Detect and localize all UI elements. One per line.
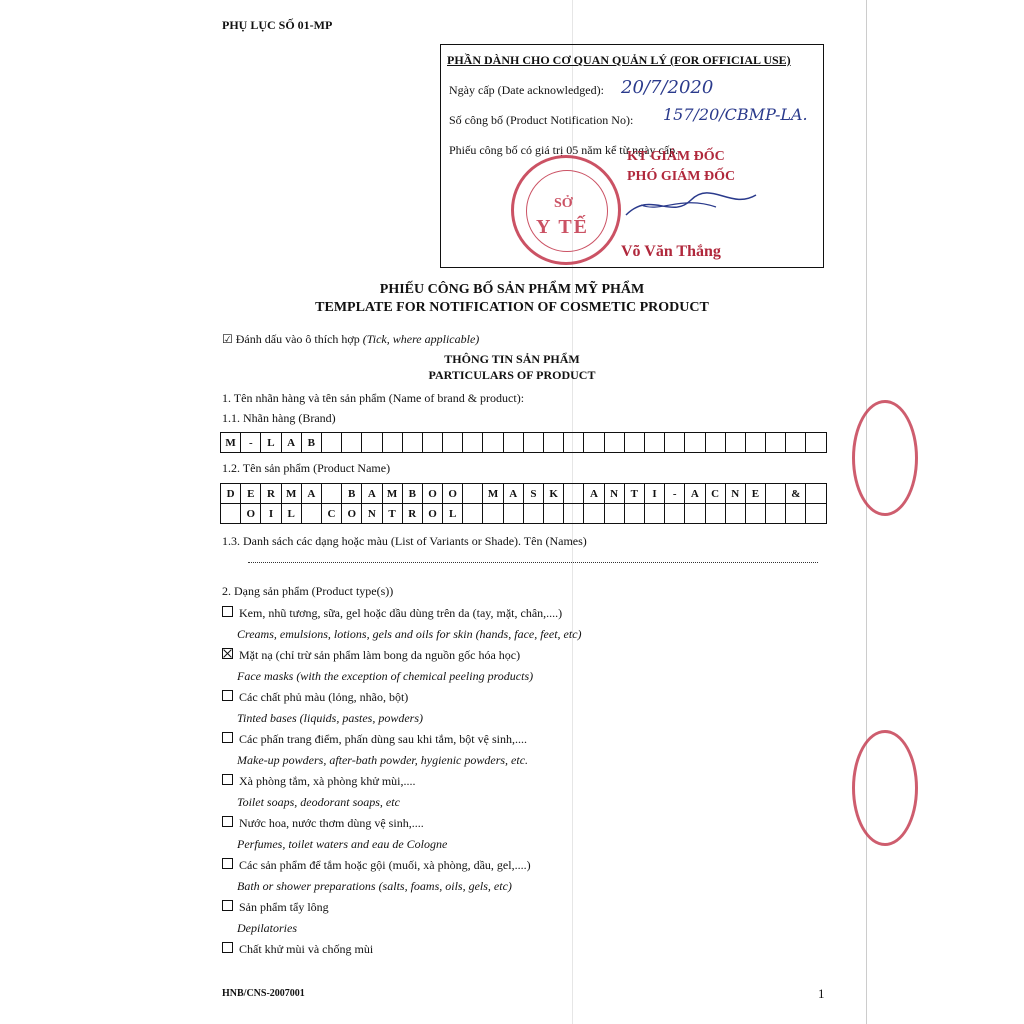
grid-cell: I: [645, 484, 665, 504]
grid-cell: [726, 504, 746, 524]
grid-cell: [362, 433, 382, 453]
grid-cell: A: [504, 484, 524, 504]
checkbox-icon[interactable]: [222, 732, 233, 743]
grid-cell: [463, 504, 483, 524]
grid-cell: [524, 504, 544, 524]
grid-cell: -: [241, 433, 261, 453]
grid-cell: N: [605, 484, 625, 504]
grid-cell: [564, 433, 584, 453]
grid-cell: [806, 433, 826, 453]
grid-cell: [605, 504, 625, 524]
grid-cell: [625, 504, 645, 524]
form-reference: PHỤ LỤC SỐ 01-MP: [222, 18, 333, 32]
grid-cell: O: [241, 504, 261, 524]
grid-cell: [706, 504, 726, 524]
grid-cell: O: [443, 484, 463, 504]
product-type-option[interactable]: [222, 732, 527, 747]
grid-cell: C: [706, 484, 726, 504]
checkbox-icon[interactable]: [222, 942, 233, 953]
grid-cell: [786, 433, 806, 453]
item-1-1: 1.1. Nhãn hàng (Brand): [222, 411, 336, 425]
title-vi: PHIẾU CÔNG BỐ SẢN PHẨM MỸ PHẨM: [379, 282, 645, 297]
product-grid-row-2: [220, 504, 827, 524]
grid-cell: [322, 433, 342, 453]
grid-cell: I: [261, 504, 281, 524]
grid-cell: [383, 433, 403, 453]
item-2: 2. Dạng sản phẩm (Product type(s)): [222, 584, 394, 598]
grid-cell: B: [403, 484, 423, 504]
tick-note: [222, 332, 479, 347]
grid-cell: [726, 433, 746, 453]
item-1: 1. Tên nhãn hàng và tên sản phẩm (Name of brand & product):: [222, 391, 525, 405]
grid-cell: N: [726, 484, 746, 504]
grid-cell: [443, 433, 463, 453]
grid-cell: A: [302, 484, 322, 504]
product-type-option[interactable]: [222, 858, 531, 873]
grid-cell: B: [342, 484, 362, 504]
grid-cell: E: [241, 484, 261, 504]
number-label: Số công bố (Product Notification No):: [449, 113, 634, 127]
sign-title-1: KT GIÁM ĐỐC: [627, 149, 725, 164]
product-type-en: Make-up powders, after-bath powder, hygienic powders, etc.: [237, 753, 529, 767]
grid-cell: [806, 504, 826, 524]
grid-cell: C: [322, 504, 342, 524]
grid-cell: A: [362, 484, 382, 504]
grid-cell: [665, 433, 685, 453]
checkbox-icon: ☑: [222, 332, 233, 346]
grid-cell: [342, 433, 362, 453]
grid-cell: [463, 484, 483, 504]
tick-note-vi: Đánh dấu vào ô thích hợp: [235, 332, 360, 346]
product-type-vi: Xà phòng tắm, xà phòng khử mùi,....: [239, 774, 416, 788]
grid-cell: M: [221, 433, 241, 453]
grid-cell: K: [544, 484, 564, 504]
variants-dotted-line: [248, 562, 818, 563]
item-1-2: 1.2. Tên sản phẩm (Product Name): [222, 461, 391, 475]
grid-cell: [625, 433, 645, 453]
grid-cell: E: [746, 484, 766, 504]
grid-cell: M: [383, 484, 403, 504]
grid-cell: R: [261, 484, 281, 504]
grid-cell: A: [685, 484, 705, 504]
grid-cell: [524, 433, 544, 453]
product-type-vi: Các phấn trang điểm, phấn dùng sau khi tắm, bột vệ sinh,....: [239, 732, 527, 746]
grid-cell: [302, 504, 322, 524]
product-type-option[interactable]: [222, 774, 415, 789]
grid-cell: S: [524, 484, 544, 504]
checkbox-icon[interactable]: [222, 606, 233, 617]
stamp-so: SỞ: [554, 196, 573, 211]
date-label: Ngày cấp (Date acknowledged):: [449, 83, 604, 97]
title-en: TEMPLATE FOR NOTIFICATION OF COSMETIC PRODUCT: [315, 300, 709, 315]
grid-cell: [605, 433, 625, 453]
grid-cell: T: [383, 504, 403, 524]
grid-cell: [766, 504, 786, 524]
grid-cell: [483, 504, 503, 524]
grid-cell: O: [423, 504, 443, 524]
checkbox-icon[interactable]: [222, 816, 233, 827]
grid-cell: [786, 504, 806, 524]
grid-cell: [706, 433, 726, 453]
grid-cell: [221, 504, 241, 524]
grid-cell: [584, 504, 604, 524]
product-type-vi: Nước hoa, nước thơm dùng vệ sinh,....: [239, 816, 424, 830]
checkbox-icon[interactable]: [222, 858, 233, 869]
footer-code: HNB/CNS-2007001: [222, 988, 305, 999]
grid-cell: [544, 504, 564, 524]
product-type-vi: Kem, nhũ tương, sữa, gel hoặc dầu dùng trên da (tay, mặt, chân,....): [239, 606, 563, 620]
grid-cell: [766, 433, 786, 453]
product-type-en: Toilet soaps, deodorant soaps, etc: [237, 795, 400, 809]
product-type-en: Creams, emulsions, lotions, gels and oils for skin (hands, face, feet, etc): [237, 627, 582, 641]
product-type-option[interactable]: [222, 690, 408, 705]
grid-cell: [746, 433, 766, 453]
sign-title-2: PHÓ GIÁM ĐỐC: [627, 169, 736, 184]
grid-cell: T: [625, 484, 645, 504]
product-type-option[interactable]: [222, 900, 329, 915]
grid-cell: [423, 433, 443, 453]
product-grid-row-1: [220, 483, 827, 504]
grid-cell: [645, 504, 665, 524]
grid-cell: [403, 433, 423, 453]
grid-cell: B: [302, 433, 322, 453]
section-title-vi: THÔNG TIN SẢN PHẨM: [444, 352, 580, 366]
official-use-box: [440, 44, 824, 268]
checkbox-icon[interactable]: [222, 774, 233, 785]
grid-cell: O: [342, 504, 362, 524]
product-type-en: Perfumes, toilet waters and eau de Cologne: [237, 837, 448, 851]
stamp-yte: Y TẾ: [536, 216, 590, 238]
grid-cell: O: [423, 484, 443, 504]
grid-cell: M: [282, 484, 302, 504]
grid-cell: A: [584, 484, 604, 504]
brand-grid: [220, 432, 827, 453]
grid-cell: [504, 504, 524, 524]
grid-cell: [665, 504, 685, 524]
grid-cell: [564, 504, 584, 524]
item-1-3: 1.3. Danh sách các dạng hoặc màu (List of Variants or Shade). Tên (Names): [222, 534, 587, 548]
date-value: 20/7/2020: [621, 77, 714, 98]
product-type-vi: Chất khử mùi và chống mùi: [239, 942, 374, 956]
grid-cell: [685, 433, 705, 453]
product-type-en: Depilatories: [237, 921, 297, 935]
grid-cell: [463, 433, 483, 453]
page-number: 1: [818, 986, 825, 1001]
product-type-vi: Các chất phủ màu (lỏng, nhão, bột): [239, 690, 409, 704]
official-stamp: [511, 155, 621, 265]
product-type-option[interactable]: [222, 606, 562, 621]
grid-cell: L: [443, 504, 463, 524]
side-stamp-bottom: [852, 730, 918, 846]
product-type-option[interactable]: [222, 816, 424, 831]
official-header: PHẦN DÀNH CHO CƠ QUAN QUẢN LÝ (FOR OFFICIAL USE): [447, 53, 791, 67]
grid-cell: L: [282, 504, 302, 524]
product-type-vi: Mặt nạ (chỉ trừ sản phẩm làm bong da nguồn gốc hóa học): [239, 648, 521, 662]
page-edge: [866, 0, 867, 1024]
grid-cell: N: [362, 504, 382, 524]
grid-cell: R: [403, 504, 423, 524]
handwritten-signature: [621, 185, 761, 225]
grid-cell: [322, 484, 342, 504]
grid-cell: [806, 484, 826, 504]
grid-cell: D: [221, 484, 241, 504]
validity-label: Phiếu công bố có giá trị 05 năm kể từ ngày cấp.: [449, 143, 679, 157]
product-type-en: Face masks (with the exception of chemical peeling products): [237, 669, 534, 683]
grid-cell: [685, 504, 705, 524]
grid-cell: [544, 433, 564, 453]
grid-cell: [584, 433, 604, 453]
product-type-en: Bath or shower preparations (salts, foams, oils, gels, etc): [237, 879, 512, 893]
grid-cell: [483, 433, 503, 453]
grid-cell: [564, 484, 584, 504]
grid-cell: [746, 504, 766, 524]
product-type-vi: Sản phẩm tẩy lông: [239, 900, 329, 914]
checkbox-icon[interactable]: [222, 690, 233, 701]
tick-note-en: (Tick, where applicable): [362, 332, 480, 346]
side-stamp-top: [852, 400, 918, 516]
grid-cell: M: [483, 484, 503, 504]
checked-box-icon[interactable]: [222, 648, 233, 659]
product-type-option[interactable]: [222, 648, 520, 663]
product-type-vi: Các sản phẩm để tắm hoặc gội (muối, xà phòng, dầu, gel,....): [239, 858, 531, 872]
grid-cell: L: [261, 433, 281, 453]
grid-cell: [645, 433, 665, 453]
number-value: 157/20/CBMP-LA.: [663, 105, 808, 124]
checkbox-icon[interactable]: [222, 900, 233, 911]
grid-cell: &: [786, 484, 806, 504]
product-type-en: Tinted bases (liquids, pastes, powders): [237, 711, 424, 725]
product-type-option[interactable]: [222, 942, 373, 957]
signer-name: Võ Văn Thắng: [621, 243, 721, 260]
grid-cell: [504, 433, 524, 453]
section-title-en: PARTICULARS OF PRODUCT: [428, 368, 596, 382]
grid-cell: A: [282, 433, 302, 453]
grid-cell: [766, 484, 786, 504]
grid-cell: -: [665, 484, 685, 504]
